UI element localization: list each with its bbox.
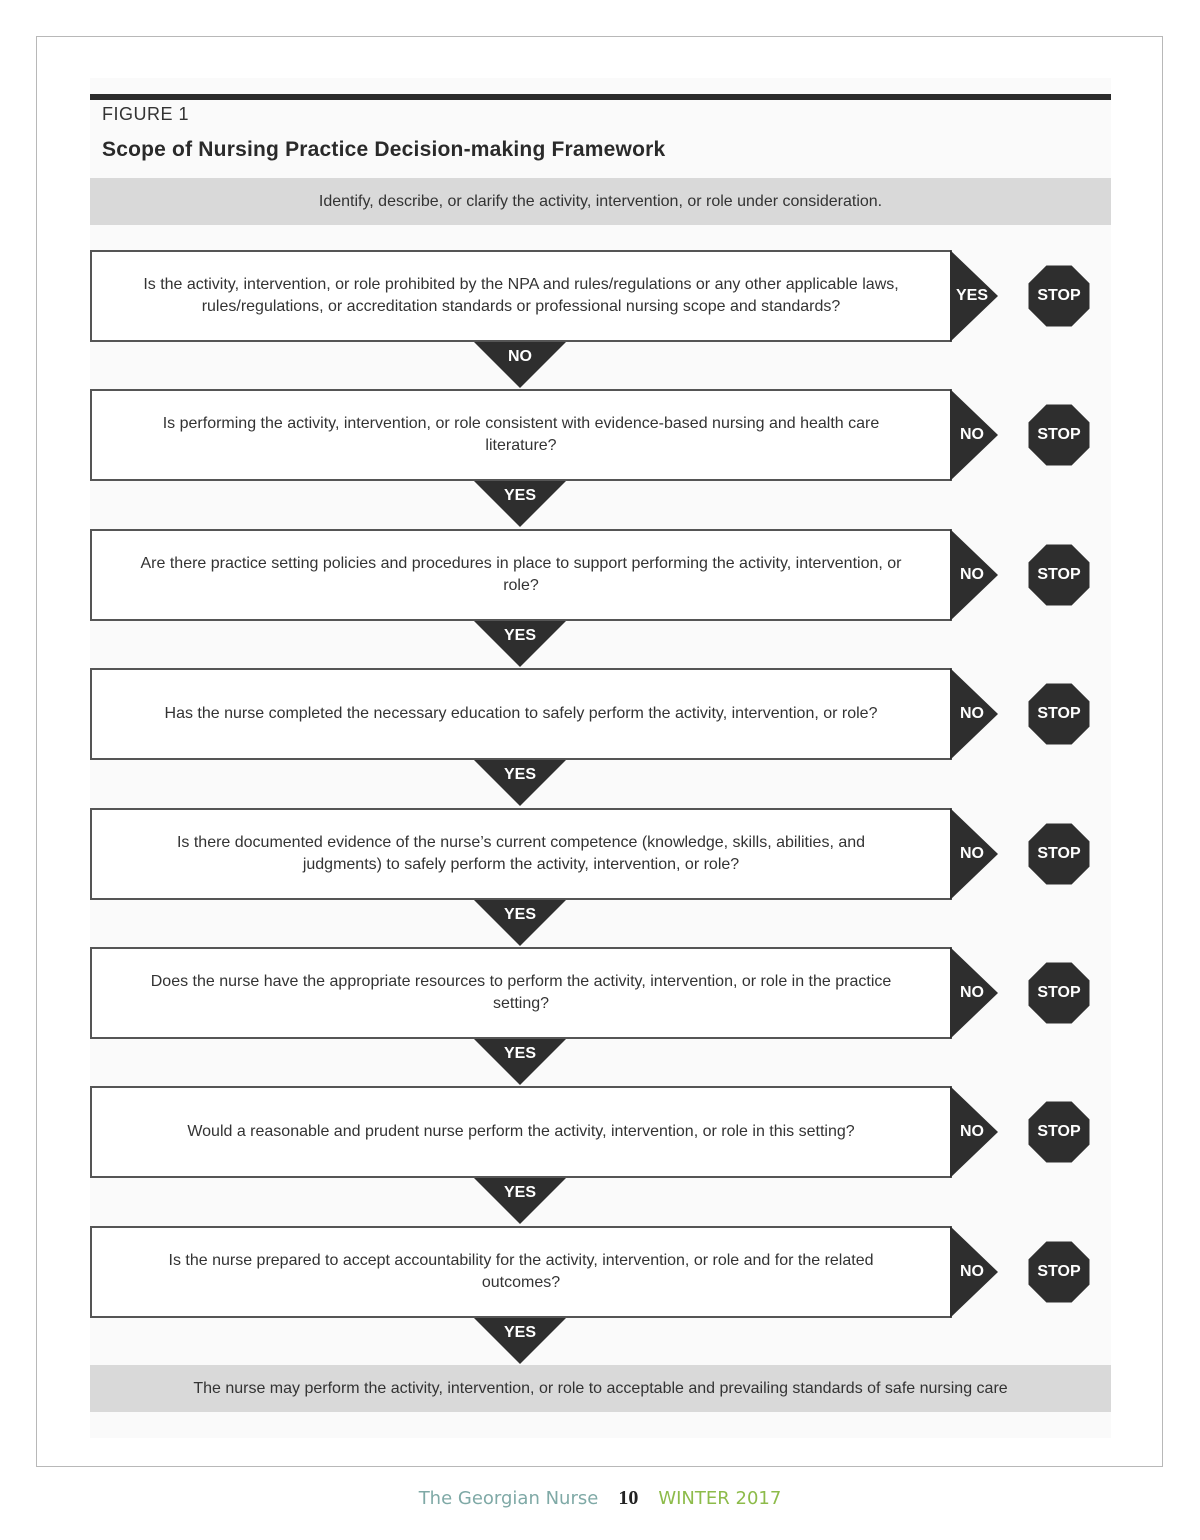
continue-label: YES <box>503 766 536 783</box>
figure-title: Scope of Nursing Practice Decision-making Framework <box>102 138 666 161</box>
stop-label: STOP <box>1037 287 1081 304</box>
decision-question-box: Is the activity, intervention, or role prohibited by the NPA and rules/regulations or any other applicable laws, rules/regulations, or accreditation standards or professional nursing scope and standards? <box>90 250 952 342</box>
stop-label: STOP <box>1037 705 1081 722</box>
stop-branch-label: NO <box>960 705 984 722</box>
stop-branch-label: NO <box>960 1123 984 1140</box>
decision-question-box: Does the nurse have the appropriate resources to perform the activity, intervention, or role in the practice setting? <box>90 947 952 1039</box>
decision-question-box: Has the nurse completed the necessary education to safely perform the activity, intervention, or role? <box>90 668 952 760</box>
footer-issue: WINTER 2017 <box>658 1487 782 1509</box>
stop-branch-label: NO <box>960 845 984 862</box>
page-footer <box>0 1484 1200 1512</box>
decision-question-box: Would a reasonable and prudent nurse perform the activity, intervention, or role in this setting? <box>90 1086 952 1178</box>
decision-question-box: Are there practice setting policies and procedures in place to support performing the activity, intervention, or role? <box>90 529 952 621</box>
stop-branch-label: YES <box>955 287 988 304</box>
decision-question-box: Is performing the activity, intervention, or role consistent with evidence-based nursing and health care literature? <box>90 389 952 481</box>
figure-label: FIGURE 1 <box>102 104 190 124</box>
stop-label: STOP <box>1037 845 1081 862</box>
stop-branch-label: NO <box>960 984 984 1001</box>
end-banner: The nurse may perform the activity, intervention, or role to acceptable and prevailing standards of safe nursing care <box>90 1365 1111 1412</box>
stop-label: STOP <box>1037 426 1081 443</box>
stop-label: STOP <box>1037 1263 1081 1280</box>
top-rule <box>90 94 1111 100</box>
decision-question-box: Is there documented evidence of the nurse’s current competence (knowledge, skills, abilities, and judgments) to safely perform the activity, intervention, or role? <box>90 808 952 900</box>
stop-branch-label: NO <box>960 426 984 443</box>
continue-label: YES <box>503 1184 536 1201</box>
decision-question-box: Is the nurse prepared to accept accountability for the activity, intervention, or role and for the related outcomes? <box>90 1226 952 1318</box>
footer-publication: The Georgian Nurse <box>418 1487 599 1509</box>
continue-label: YES <box>503 1324 536 1341</box>
continue-label: YES <box>503 487 536 504</box>
stop-label: STOP <box>1037 1123 1081 1140</box>
continue-label: YES <box>503 906 536 923</box>
stop-label: STOP <box>1037 566 1081 583</box>
continue-label: YES <box>503 627 536 644</box>
continue-label: NO <box>508 348 532 365</box>
continue-label: YES <box>503 1045 536 1062</box>
stop-branch-label: NO <box>960 566 984 583</box>
stop-label: STOP <box>1037 984 1081 1001</box>
start-banner: Identify, describe, or clarify the activity, intervention, or role under consideration. <box>90 178 1111 225</box>
stop-branch-label: NO <box>960 1263 984 1280</box>
footer-page-number: 10 <box>618 1486 639 1509</box>
